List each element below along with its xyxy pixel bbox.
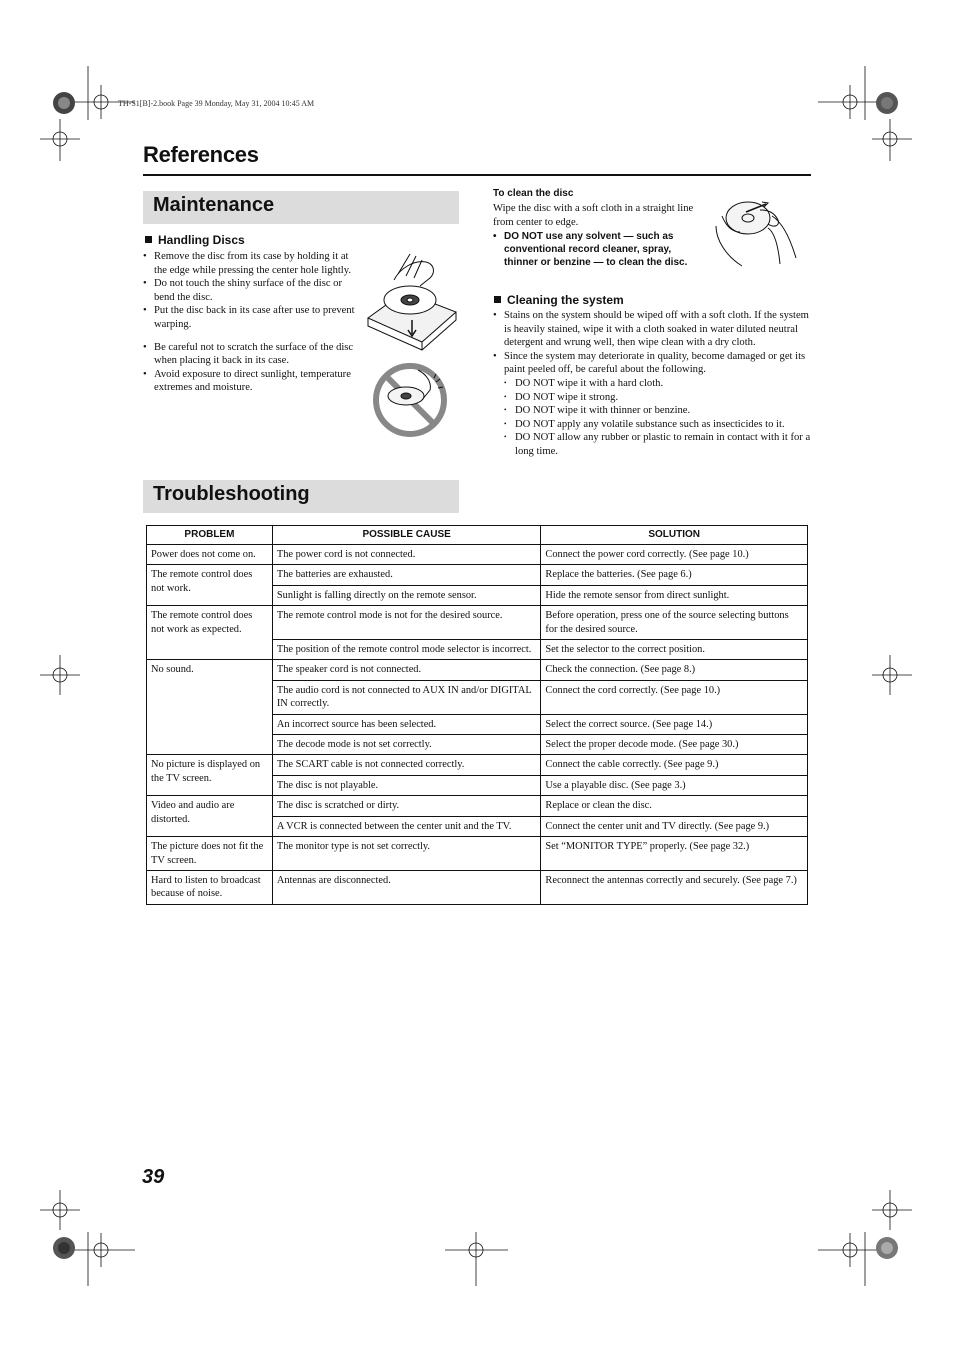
page-title: References — [143, 142, 259, 167]
problem-cell: Video and audio are distorted. — [147, 796, 273, 837]
problem-cell: No picture is displayed on the TV screen. — [147, 755, 273, 796]
column-header-problem: PROBLEM — [147, 526, 273, 545]
handling-discs-title: Handling Discs — [158, 233, 245, 247]
problem-cell: Power does not come on. — [147, 545, 273, 565]
cause-cell: The monitor type is not set correctly. — [272, 837, 541, 871]
list-item: • Remove the disc from its case by holding it at the edge while pressing the center hole lightly. — [143, 250, 358, 277]
disc-case-icon — [364, 250, 458, 354]
page-number: 39 — [142, 1166, 165, 1188]
title-rule — [143, 174, 811, 176]
cause-cell: An incorrect source has been selected. — [272, 714, 541, 734]
cleaning-system-list — [493, 309, 813, 459]
clean-disc-warning: • DO NOT use any solvent — such as conventional record cleaner, spray, thinner or benzine — to clean the disc. — [493, 230, 701, 269]
table-row — [147, 545, 808, 565]
solution-cell: Hide the remote sensor from direct sunlight. — [541, 585, 808, 605]
table-row — [147, 837, 808, 871]
cause-cell: The power cord is not connected. — [272, 545, 541, 565]
solution-cell: Replace the batteries. (See page 6.) — [541, 565, 808, 585]
handling-discs-list — [143, 250, 358, 395]
column-header-cause: POSSIBLE CAUSE — [272, 526, 541, 545]
solution-cell: Select the correct source. (See page 14.) — [541, 714, 808, 734]
cause-cell: The decode mode is not set correctly. — [272, 735, 541, 755]
list-item: • Stains on the system should be wiped off with a soft cloth. If the system is heavily stained, wipe it with a cloth soaked in water diluted neutral detergent and wrung well, then wipe clean with a dry cloth. — [493, 309, 813, 350]
cleaning-system-heading — [494, 293, 624, 307]
solution-cell: Select the proper decode mode. (See page 30.) — [541, 735, 808, 755]
solution-cell: Use a playable disc. (See page 3.) — [541, 775, 808, 795]
solution-cell: Connect the cord correctly. (See page 10.) — [541, 680, 808, 714]
solution-cell: Reconnect the antennas correctly and securely. (See page 7.) — [541, 870, 808, 904]
solution-cell: Set “MONITOR TYPE” properly. (See page 32.) — [541, 837, 808, 871]
cause-cell: The batteries are exhausted. — [272, 565, 541, 585]
list-item: • Do not touch the shiny surface of the disc or bend the disc. — [143, 277, 358, 304]
troubleshooting-heading: Troubleshooting — [153, 483, 310, 505]
cause-cell: Antennas are disconnected. — [272, 870, 541, 904]
troubleshooting-table — [146, 525, 808, 905]
list-item: • Be careful not to scratch the surface of the disc when placing it back in its case. — [143, 341, 358, 368]
cleaning-system-title: Cleaning the system — [507, 293, 624, 307]
list-item — [493, 350, 813, 459]
problem-cell: No sound. — [147, 660, 273, 755]
table-row — [147, 796, 808, 816]
cause-cell: The SCART cable is not connected correctly. — [272, 755, 541, 775]
solution-cell: Set the selector to the correct position. — [541, 640, 808, 660]
problem-cell: The remote control does not work as expected. — [147, 606, 273, 660]
table-row — [147, 660, 808, 680]
table-header-row — [147, 526, 808, 545]
cause-cell: The disc is not playable. — [272, 775, 541, 795]
solution-cell: Check the connection. (See page 8.) — [541, 660, 808, 680]
solution-cell: Connect the cable correctly. (See page 9.) — [541, 755, 808, 775]
solution-cell: Connect the center unit and TV directly. (See page 9.) — [541, 816, 808, 836]
clean-disc-warning-text: DO NOT use any solvent — such as conventional record cleaner, spray, thinner or benzine — to clean the disc. — [504, 231, 688, 268]
maintenance-heading-box — [143, 191, 459, 224]
header-stamp: TH-S1[B]-2.book Page 39 Monday, May 31, 2004 10:45 AM — [118, 99, 315, 108]
cause-cell: The position of the remote control mode selector is incorrect. — [272, 640, 541, 660]
sub-list-item: • DO NOT wipe it strong. — [504, 391, 813, 405]
table-row — [147, 870, 808, 904]
cause-cell: The audio cord is not connected to AUX IN and/or DIGITAL IN correctly. — [272, 680, 541, 714]
list-item: • Avoid exposure to direct sunlight, temperature extremes and moisture. — [143, 368, 358, 395]
solution-cell: Replace or clean the disc. — [541, 796, 808, 816]
handling-discs-heading — [145, 233, 245, 247]
column-header-solution: SOLUTION — [541, 526, 808, 545]
square-bullet-icon — [145, 236, 152, 243]
cause-cell: Sunlight is falling directly on the remote sensor. — [272, 585, 541, 605]
cleaning-disc-icon — [712, 192, 804, 272]
cause-cell: The remote control mode is not for the desired source. — [272, 606, 541, 640]
sub-list-item: • DO NOT apply any volatile substance such as insecticides to it. — [504, 418, 813, 432]
troubleshooting-heading-box — [143, 480, 459, 513]
table-row — [147, 565, 808, 585]
solution-cell: Before operation, press one of the source selecting buttons for the desired source. — [541, 606, 808, 640]
cause-cell: The disc is scratched or dirty. — [272, 796, 541, 816]
list-item: • Put the disc back in its case after use to prevent warping. — [143, 304, 358, 331]
problem-cell: Hard to listen to broadcast because of noise. — [147, 870, 273, 904]
cleaning-system-sublist — [504, 377, 813, 459]
cause-cell: The speaker cord is not connected. — [272, 660, 541, 680]
sub-list-item: • DO NOT wipe it with a hard cloth. — [504, 377, 813, 391]
table-row — [147, 755, 808, 775]
clean-disc-heading: To clean the disc — [493, 188, 574, 199]
cause-cell: A VCR is connected between the center unit and the TV. — [272, 816, 541, 836]
solution-cell: Connect the power cord correctly. (See page 10.) — [541, 545, 808, 565]
clean-disc-text: Wipe the disc with a soft cloth in a straight line from center to edge. — [493, 203, 694, 228]
problem-cell: The picture does not fit the TV screen. — [147, 837, 273, 871]
square-bullet-icon — [494, 296, 501, 303]
no-scratch-icon — [370, 360, 454, 440]
table-row — [147, 606, 808, 640]
sub-list-item: • DO NOT wipe it with thinner or benzine. — [504, 404, 813, 418]
maintenance-heading: Maintenance — [153, 194, 275, 216]
problem-cell: The remote control does not work. — [147, 565, 273, 606]
sub-list-item: • DO NOT allow any rubber or plastic to remain in contact with it for a long time. — [504, 431, 813, 458]
cleaning-system-item2-text: Since the system may deteriorate in quality, become damaged or get its paint peeled off, be careful about the following. — [504, 350, 806, 376]
